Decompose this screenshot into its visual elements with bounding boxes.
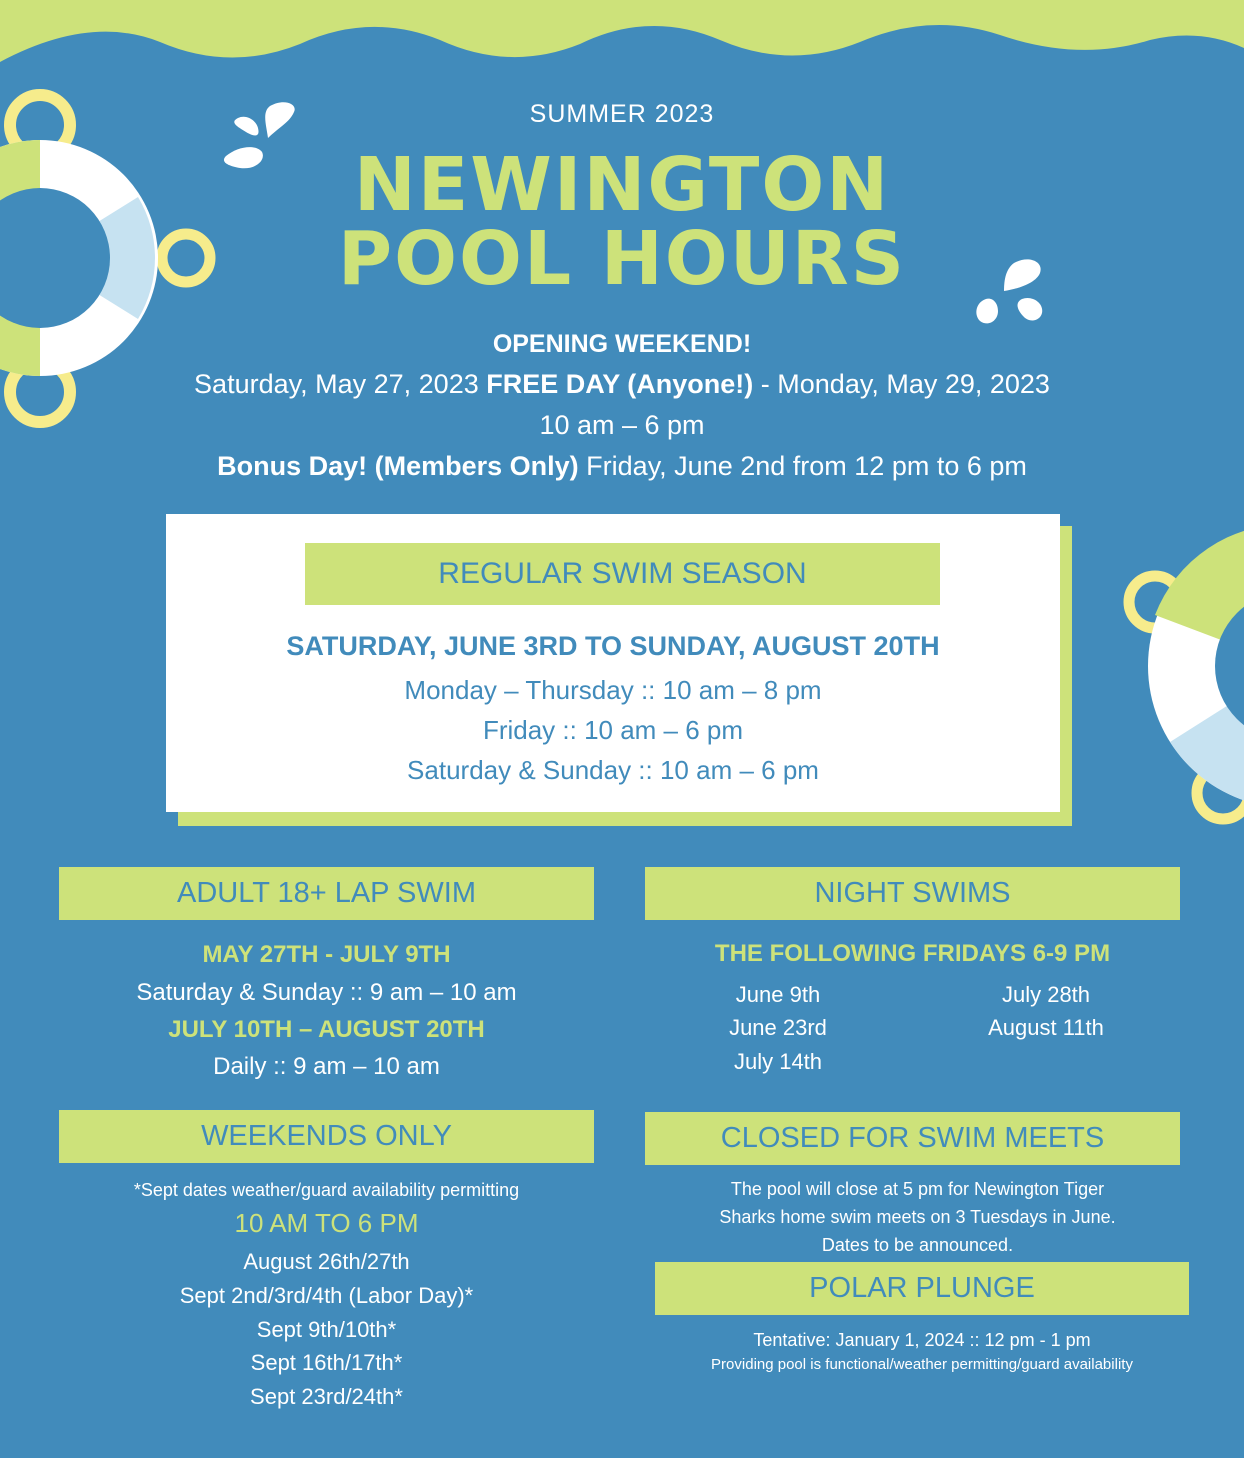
weekend-date: Sept 16th/17th* xyxy=(250,1350,403,1375)
lap-swim-label: ADULT 18+ LAP SWIM xyxy=(177,877,476,909)
night-swim-date: July 28th xyxy=(1001,982,1091,1007)
bonus-day-line xyxy=(0,451,1244,482)
lap-swim-period2-hours: Daily :: 9 am – 10 am xyxy=(213,1053,440,1080)
top-wave-decoration xyxy=(0,0,1244,80)
night-swim-date: July 14th xyxy=(733,1049,823,1074)
swim-meets-text: The pool will close at 5 pm for Newington Tiger xyxy=(730,1179,1105,1199)
opening-weekend-heading: OPENING WEEKEND! xyxy=(492,330,752,358)
lap-swim-period2: JULY 10TH – AUGUST 20TH xyxy=(168,1016,485,1043)
page-title-line1: NEWINGTON xyxy=(353,142,891,228)
regular-hours-weekday: Monday – Thursday :: 10 am – 8 pm xyxy=(404,675,822,705)
weekends-hours: 10 AM TO 6 PM xyxy=(234,1208,419,1238)
opening-date-end: - Monday, May 29, 2023 xyxy=(753,369,1050,399)
opening-weekend-hours: 10 am – 6 pm xyxy=(539,410,705,440)
night-swim-date: June 9th xyxy=(735,982,821,1007)
season-label: SUMMER 2023 xyxy=(529,100,715,128)
polar-plunge-note: Providing pool is functional/weather permitting/guard availability xyxy=(711,1356,1133,1373)
night-swims-label: NIGHT SWIMS xyxy=(814,877,1011,909)
lap-swim-period1: MAY 27TH - JULY 9TH xyxy=(202,941,451,968)
swim-meets-text: Dates to be announced. xyxy=(821,1235,1014,1255)
free-day-label: FREE DAY (Anyone!) xyxy=(486,369,754,399)
swim-meets-text: Sharks home swim meets on 3 Tuesdays in June. xyxy=(719,1207,1116,1227)
regular-season-dates: SATURDAY, JUNE 3RD TO SUNDAY, AUGUST 20TH xyxy=(286,631,940,661)
weekends-only-label: WEEKENDS ONLY xyxy=(201,1120,452,1152)
night-swim-date: August 11th xyxy=(988,1015,1104,1040)
bonus-day-details: Friday, June 2nd from 12 pm to 6 pm xyxy=(578,451,1027,481)
polar-plunge-date: Tentative: January 1, 2024 :: 12 pm - 1 pm xyxy=(753,1330,1091,1350)
weekend-date: Sept 2nd/3rd/4th (Labor Day)* xyxy=(179,1283,474,1308)
opening-weekend-dates xyxy=(0,369,1244,400)
regular-hours-friday: Friday :: 10 am – 6 pm xyxy=(482,715,744,745)
bonus-day-label: Bonus Day! (Members Only) xyxy=(217,451,579,481)
weekend-date: Sept 9th/10th* xyxy=(256,1317,397,1342)
regular-season-label: REGULAR SWIM SEASON xyxy=(438,557,807,590)
swim-meets-label: CLOSED FOR SWIM MEETS xyxy=(720,1122,1105,1154)
weekend-date: Sept 23rd/24th* xyxy=(250,1384,403,1409)
page-title-line2: POOL HOURS xyxy=(337,216,907,302)
regular-hours-weekend: Saturday & Sunday :: 10 am – 6 pm xyxy=(407,755,819,785)
weekends-note: *Sept dates weather/guard availability permitting xyxy=(133,1180,520,1200)
night-swims-subheading: THE FOLLOWING FRIDAYS 6-9 PM xyxy=(714,940,1111,967)
lap-swim-period1-hours: Saturday & Sunday :: 9 am – 10 am xyxy=(136,979,517,1006)
right-life-ring-icon xyxy=(1115,530,1244,830)
polar-plunge-label: POLAR PLUNGE xyxy=(809,1272,1035,1304)
night-swim-date: June 23rd xyxy=(729,1015,827,1040)
weekend-date: August 26th/27th xyxy=(243,1249,410,1274)
opening-date-start: Saturday, May 27, 2023 xyxy=(194,369,487,399)
